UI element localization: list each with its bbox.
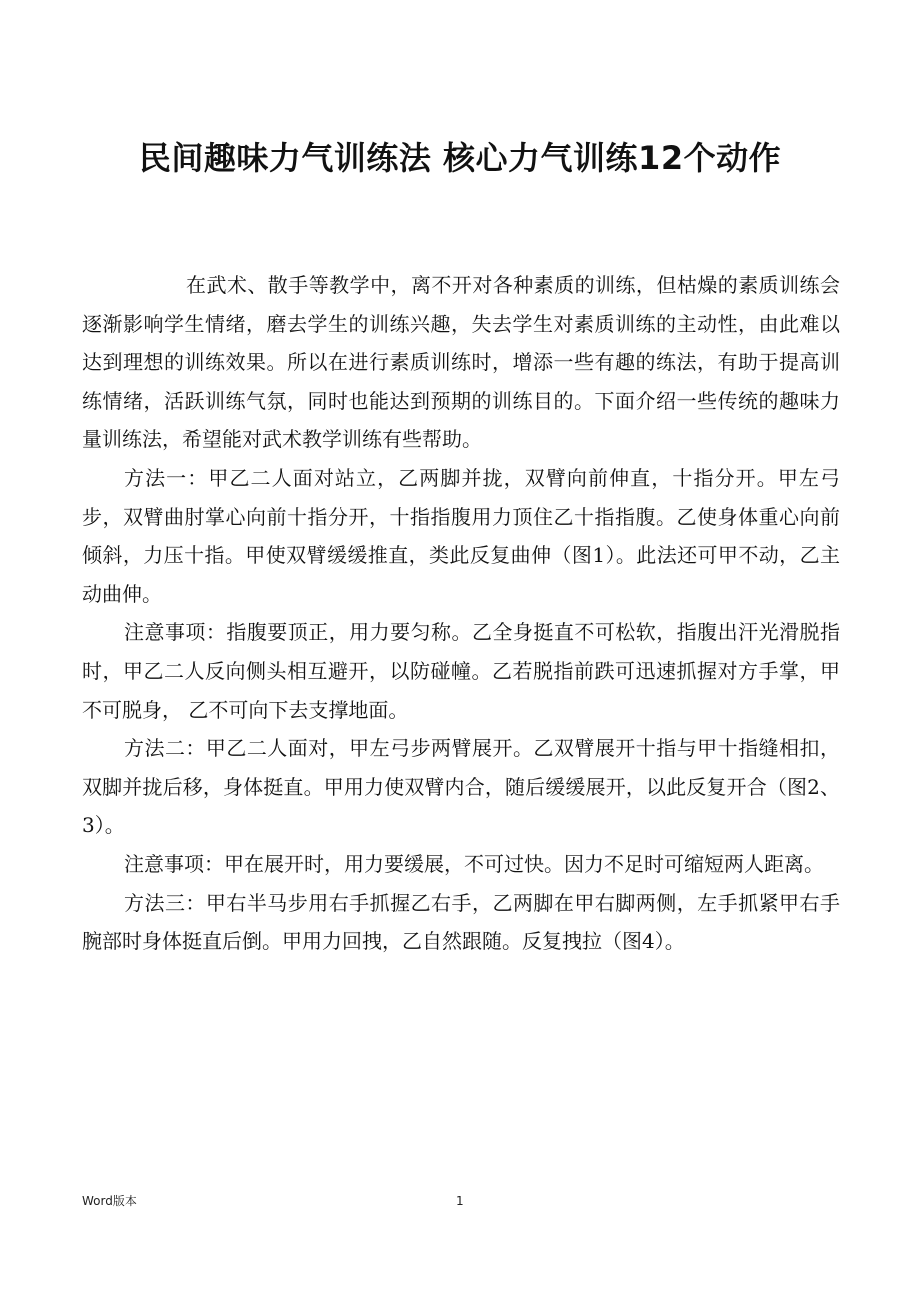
footer-page-number: 1	[456, 1194, 464, 1208]
method-three-paragraph: 方法三：甲右半马步用右手抓握乙右手，乙两脚在甲右脚两侧，左手抓紧甲右手腕部时身体挺直后倒。甲用力回拽，乙自然跟随。反复拽拉（图4）。	[82, 890, 840, 954]
notes-two-paragraph: 注意事项：甲在展开时，用力要缓展，不可过快。因力不足时可缩短两人距离。	[124, 851, 824, 876]
method-one-paragraph: 方法一：甲乙二人面对站立，乙两脚并拢，双臂向前伸直，十指分开。甲左弓步，双臂曲肘掌心向前十指分开，十指指腹用力顶住乙十指指腹。乙使身体重心向前倾斜，力压十指。甲使双臂缓缓推直，类此反复曲伸（图1）。此法还可甲不动，乙主动曲伸。	[82, 465, 840, 606]
intro-paragraph: 在武术、散手等教学中，离不开对各种素质的训练，但枯燥的素质训练会逐渐影响学生情绪，磨去学生的训练兴趣，失去学生对素质训练的主动性，由此难以达到理想的训练效果。所以在进行素质训练时，增添一些有趣的练法，有助于提高训练情绪，活跃训练气氛，同时也能达到预期的训练目的。下面介绍一些传统的趣味力量训练法，希望能对武术教学训练有些帮助。	[82, 273, 840, 452]
document-body	[82, 266, 840, 961]
method-two-paragraph: 方法二：甲乙二人面对，甲左弓步两臂展开。乙双臂展开十指与甲十指缝相扣，双脚并拢后移，身体挺直。甲用力使双臂内合，随后缓缓展开，以此反复开合（图2、3）。	[82, 736, 840, 838]
footer-version-label: Word版本	[82, 1194, 137, 1208]
page-title: 民间趣味力气训练法 核心力气训练12个动作	[138, 139, 782, 177]
notes-one-paragraph: 注意事项：指腹要顶正，用力要匀称。乙全身挺直不可松软，指腹出汗光滑脱指时，甲乙二人反向侧头相互避开，以防碰幢。乙若脱指前跌可迅速抓握对方手掌，甲不可脱身， 乙不可向下去支撑地面。	[82, 620, 840, 722]
